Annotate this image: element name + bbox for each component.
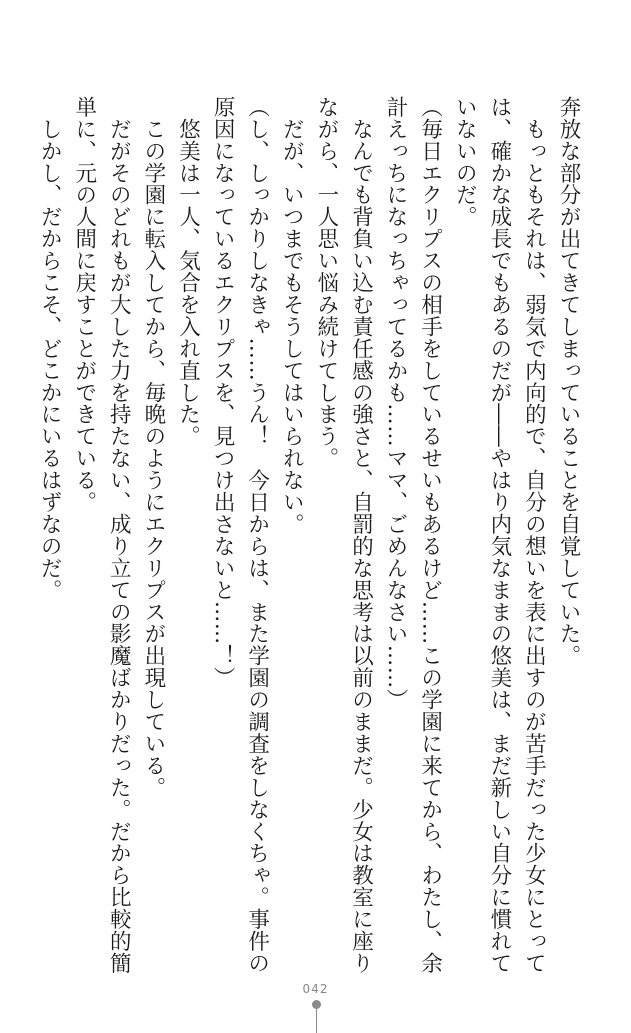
text-line-4: いないのだ。 xyxy=(452,96,478,228)
text-line-3: は、確かな成長でもあるのだが――やはり内気なままの悠美は、まだ新しい自分に慣れて xyxy=(486,96,512,974)
text-line-16: しかし、だからこそ、どこかにいるはずなのだ。 xyxy=(37,96,63,601)
text-line-6: 計えっちになっちゃってるかも……ママ、ごめんなさい……） xyxy=(383,96,409,711)
novel-text-column xyxy=(32,96,586,976)
text-line-2: もっともそれは、弱気で内向的で、自分の想いを表に出すのが苦手だった少女にとって xyxy=(521,96,547,974)
text-line-11: 原因になっているエクリプスを、見つけ出さないと……！） xyxy=(210,96,236,689)
text-line-8: ながら、一人思い悩み続けてしまう。 xyxy=(313,96,339,470)
text-line-13: この学園に転入してから、毎晩のようにエクリプスが出現している。 xyxy=(140,96,166,799)
text-line-10: （し、しっかりしなきゃ……うん！ 今日からは、また学園の調査をしなくちゃ。事件の xyxy=(244,96,270,974)
text-line-9: だが、いつまでもそうしてはいられない。 xyxy=(279,96,305,535)
text-line-12: 悠美は一人、気合を入れ直した。 xyxy=(175,96,201,448)
text-line-15: 単に、元の人間に戻すことができている。 xyxy=(71,96,97,514)
text-line-14: だがそのどれもが大した力を持たない、成り立ての影魔ばかりだった。だから比較的簡 xyxy=(106,96,132,975)
text-line-7: なんでも背負い込む責任感の強さと、自罰的な思考は以前のままだ。少女は教室に座り xyxy=(348,96,374,974)
text-line-5: （毎日エクリプスの相手をしているせいもあるけど……この学園に来てから、わたし、余 xyxy=(417,96,443,974)
text-line-1: 奔放な部分が出てきてしまっていることを自覚していた。 xyxy=(556,96,581,667)
page-number: 042 xyxy=(302,982,329,996)
page-marker-line xyxy=(316,1009,317,1033)
page-marker-dot xyxy=(312,1000,321,1009)
